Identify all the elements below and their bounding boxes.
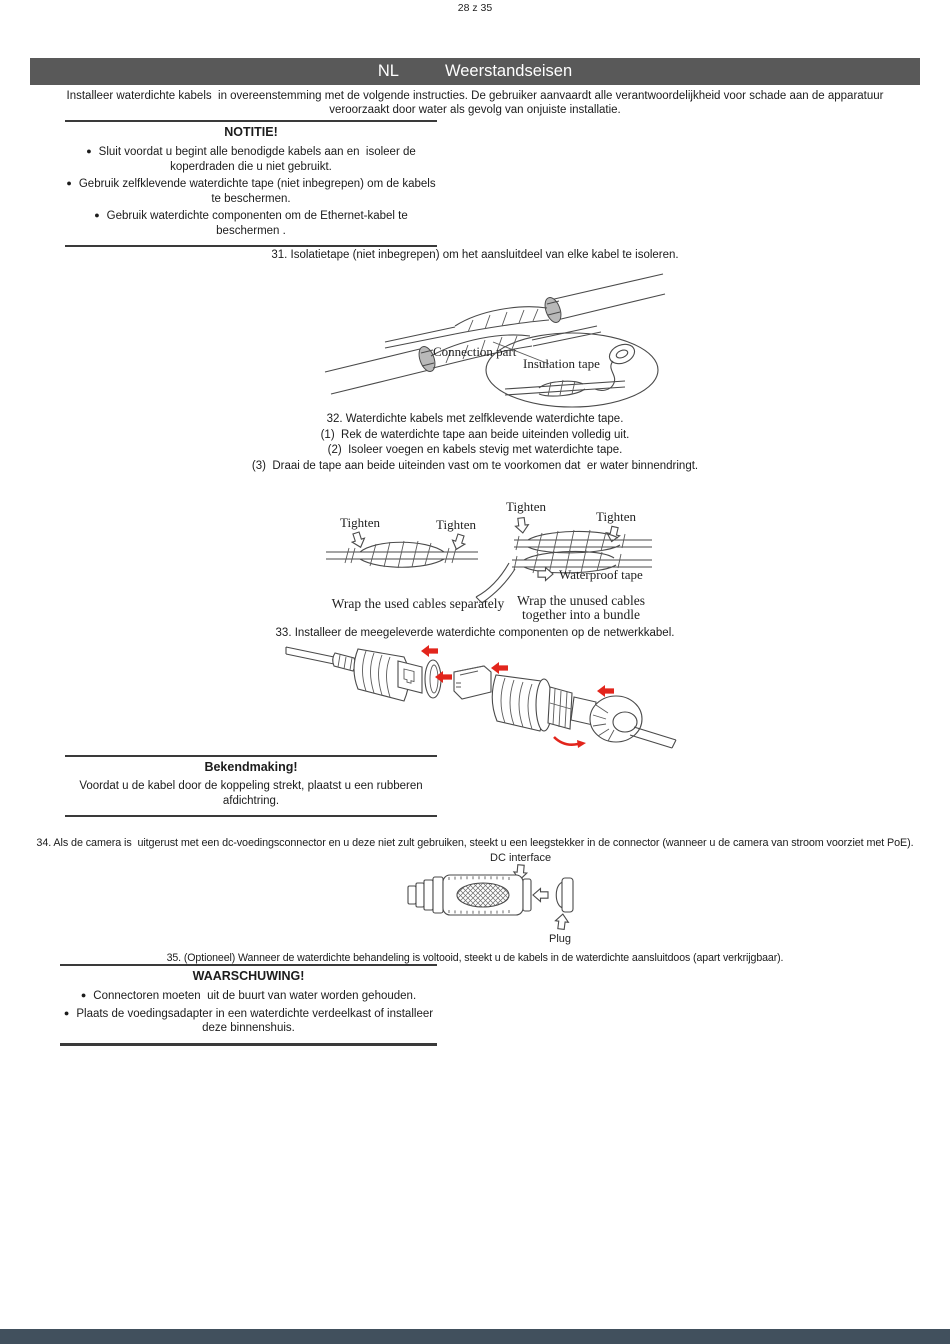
rj45-plug (454, 666, 491, 699)
notice-bullet-3 (65, 208, 437, 238)
footer-bar (0, 1329, 950, 1344)
caption-used-cables: Wrap the used cables separately (331, 596, 505, 611)
magnifier-circle (486, 333, 658, 407)
step-32-sub-1: (1) Rek de waterdichte tape aan beide uiteinden volledig uit. (320, 428, 630, 441)
warning-bullet-1 (60, 988, 437, 1004)
warning-bullet-2 (60, 1006, 437, 1036)
red-arrow-icon (597, 685, 614, 697)
dc-plug (556, 878, 573, 912)
step-31: 31. Isolatietape (niet inbegrepen) om het aansluitdeel van elke kabel te isoleren. (271, 249, 679, 261)
step-34: 34. Als de camera is uitgerust met een dc-voedingsconnector en u deze niet zult gebruiken, steekt u een leegstekker in de connector (wanneer u de camera van stroom voorziet met PoE). (36, 837, 914, 849)
waterproof-tape-label: Waterproof tape (559, 567, 643, 582)
gland-barrel (492, 675, 552, 731)
dc-connector-body (408, 875, 531, 915)
red-curved-arrow-icon (554, 737, 578, 745)
intro-paragraph: Installeer waterdichte kabels in overeenstemming met de volgende instructies. De gebruiker aanvaardt alle verantwoordelijkheid voor schade aan de apparatuur veroorzaakt door water als gevolg van onjuiste installatie. (66, 90, 884, 116)
step-35: 35. (Optioneel) Wanneer de waterdichte behandeling is voltooid, steekt u de kabels in de waterdichte aansluitdoos (apart verkrijgbaar). (166, 952, 784, 964)
red-arrow-icon (491, 662, 508, 674)
end-cap-nut (590, 696, 642, 742)
caption-unused-cables-2: together into a bundle (521, 607, 641, 622)
insulation-tape-label: Insulation tape (523, 356, 600, 371)
insulation-tape-diagram (325, 268, 665, 410)
waterproof-tape-arrow-icon (538, 568, 553, 581)
warning-bullet-1-text: Connectoren moeten uit de buurt van water worden gehouden. (93, 990, 417, 1002)
page-number: 28 z 35 (457, 2, 493, 14)
step-33: 33. Installeer de meegeleverde waterdichte componenten op de netwerkkabel. (275, 627, 675, 639)
step-32: 32. Waterdichte kabels met zelfklevende waterdichte tape. (326, 413, 624, 425)
notice-bullet-2 (65, 176, 437, 206)
clamp-fingers (548, 687, 572, 729)
cable-top-right (542, 274, 665, 325)
caption-unused-cables-1: Wrap the unused cables (516, 593, 646, 608)
announcement-box (65, 755, 437, 817)
warning-box (60, 964, 437, 1046)
tighten-label: Tighten (506, 499, 546, 514)
notice-title: NOTITIE! (224, 125, 278, 139)
announcement-title: Bekendmaking! (204, 760, 298, 774)
step-32-sub-3: (3) Draai de tape aan beide uiteinden vast om te voorkomen dat er water binnendringt. (251, 459, 699, 472)
mini-wrapped-cable (505, 380, 625, 396)
notice-bullet-2-text: Gebruik zelfklevende waterdichte tape (niet inbegrepen) om de kabels te beschermen. (78, 178, 436, 205)
cable-bottom-left (325, 344, 438, 394)
bullet-icon: ● (94, 210, 100, 220)
network-connector-diagram (278, 641, 702, 763)
bullet-icon: ● (63, 1007, 70, 1018)
notice-bullet-1-text: Sluit voordat u begint alle benodigde kabels aan en isoleer de koperdraden die u niet gebruikt. (98, 146, 416, 173)
small-nut (333, 653, 356, 671)
plug-label: Plug (548, 933, 572, 945)
bullet-icon: ● (66, 178, 72, 188)
notice-bullet-1 (65, 144, 437, 174)
language-code: NL (377, 62, 399, 80)
bullet-icon: ● (80, 990, 87, 1000)
bullet-icon: ● (86, 146, 92, 156)
plug-arrow-icon (555, 913, 570, 929)
wrapping-diagram (318, 497, 663, 625)
red-arrow-icon (421, 645, 438, 657)
notice-bullet-3-text: Gebruik waterdichte componenten om de Ethernet-kabel te beschermen . (106, 210, 408, 237)
announcement-text: Voordat u de kabel door de koppeling strekt, plaatst u een rubberen afdichtring. (79, 780, 423, 807)
step-32-block (0, 412, 950, 474)
tighten-label: Tighten (436, 517, 476, 532)
section-header-bar (30, 58, 920, 85)
plug-insert-arrow-icon (533, 889, 548, 902)
section-title: Weerstandseisen (444, 62, 573, 80)
step-32-sub-2: (2) Isoleer voegen en kabels stevig met waterdichte tape. (327, 444, 623, 456)
warning-bullet-2-text: Plaats de voedingsadapter in een waterdichte verdeelkast of installeer deze binnenshuis. (76, 1007, 434, 1034)
red-curved-arrowhead (577, 740, 586, 748)
cable-left (286, 647, 334, 664)
connection-part-label: Connection part (433, 344, 517, 359)
tighten-label: Tighten (340, 515, 380, 530)
tighten-label: Tighten (596, 509, 636, 524)
dc-interface-diagram (383, 848, 643, 948)
tighten-arrow-icon (350, 531, 367, 549)
tighten-arrow-icon (515, 517, 530, 533)
tighten-arrow-icon (450, 533, 467, 551)
connector-body (354, 649, 422, 701)
dc-interface-label: DC interface (490, 852, 552, 864)
warning-title: WAARSCHUWING! (192, 969, 305, 983)
notice-box (65, 120, 437, 247)
